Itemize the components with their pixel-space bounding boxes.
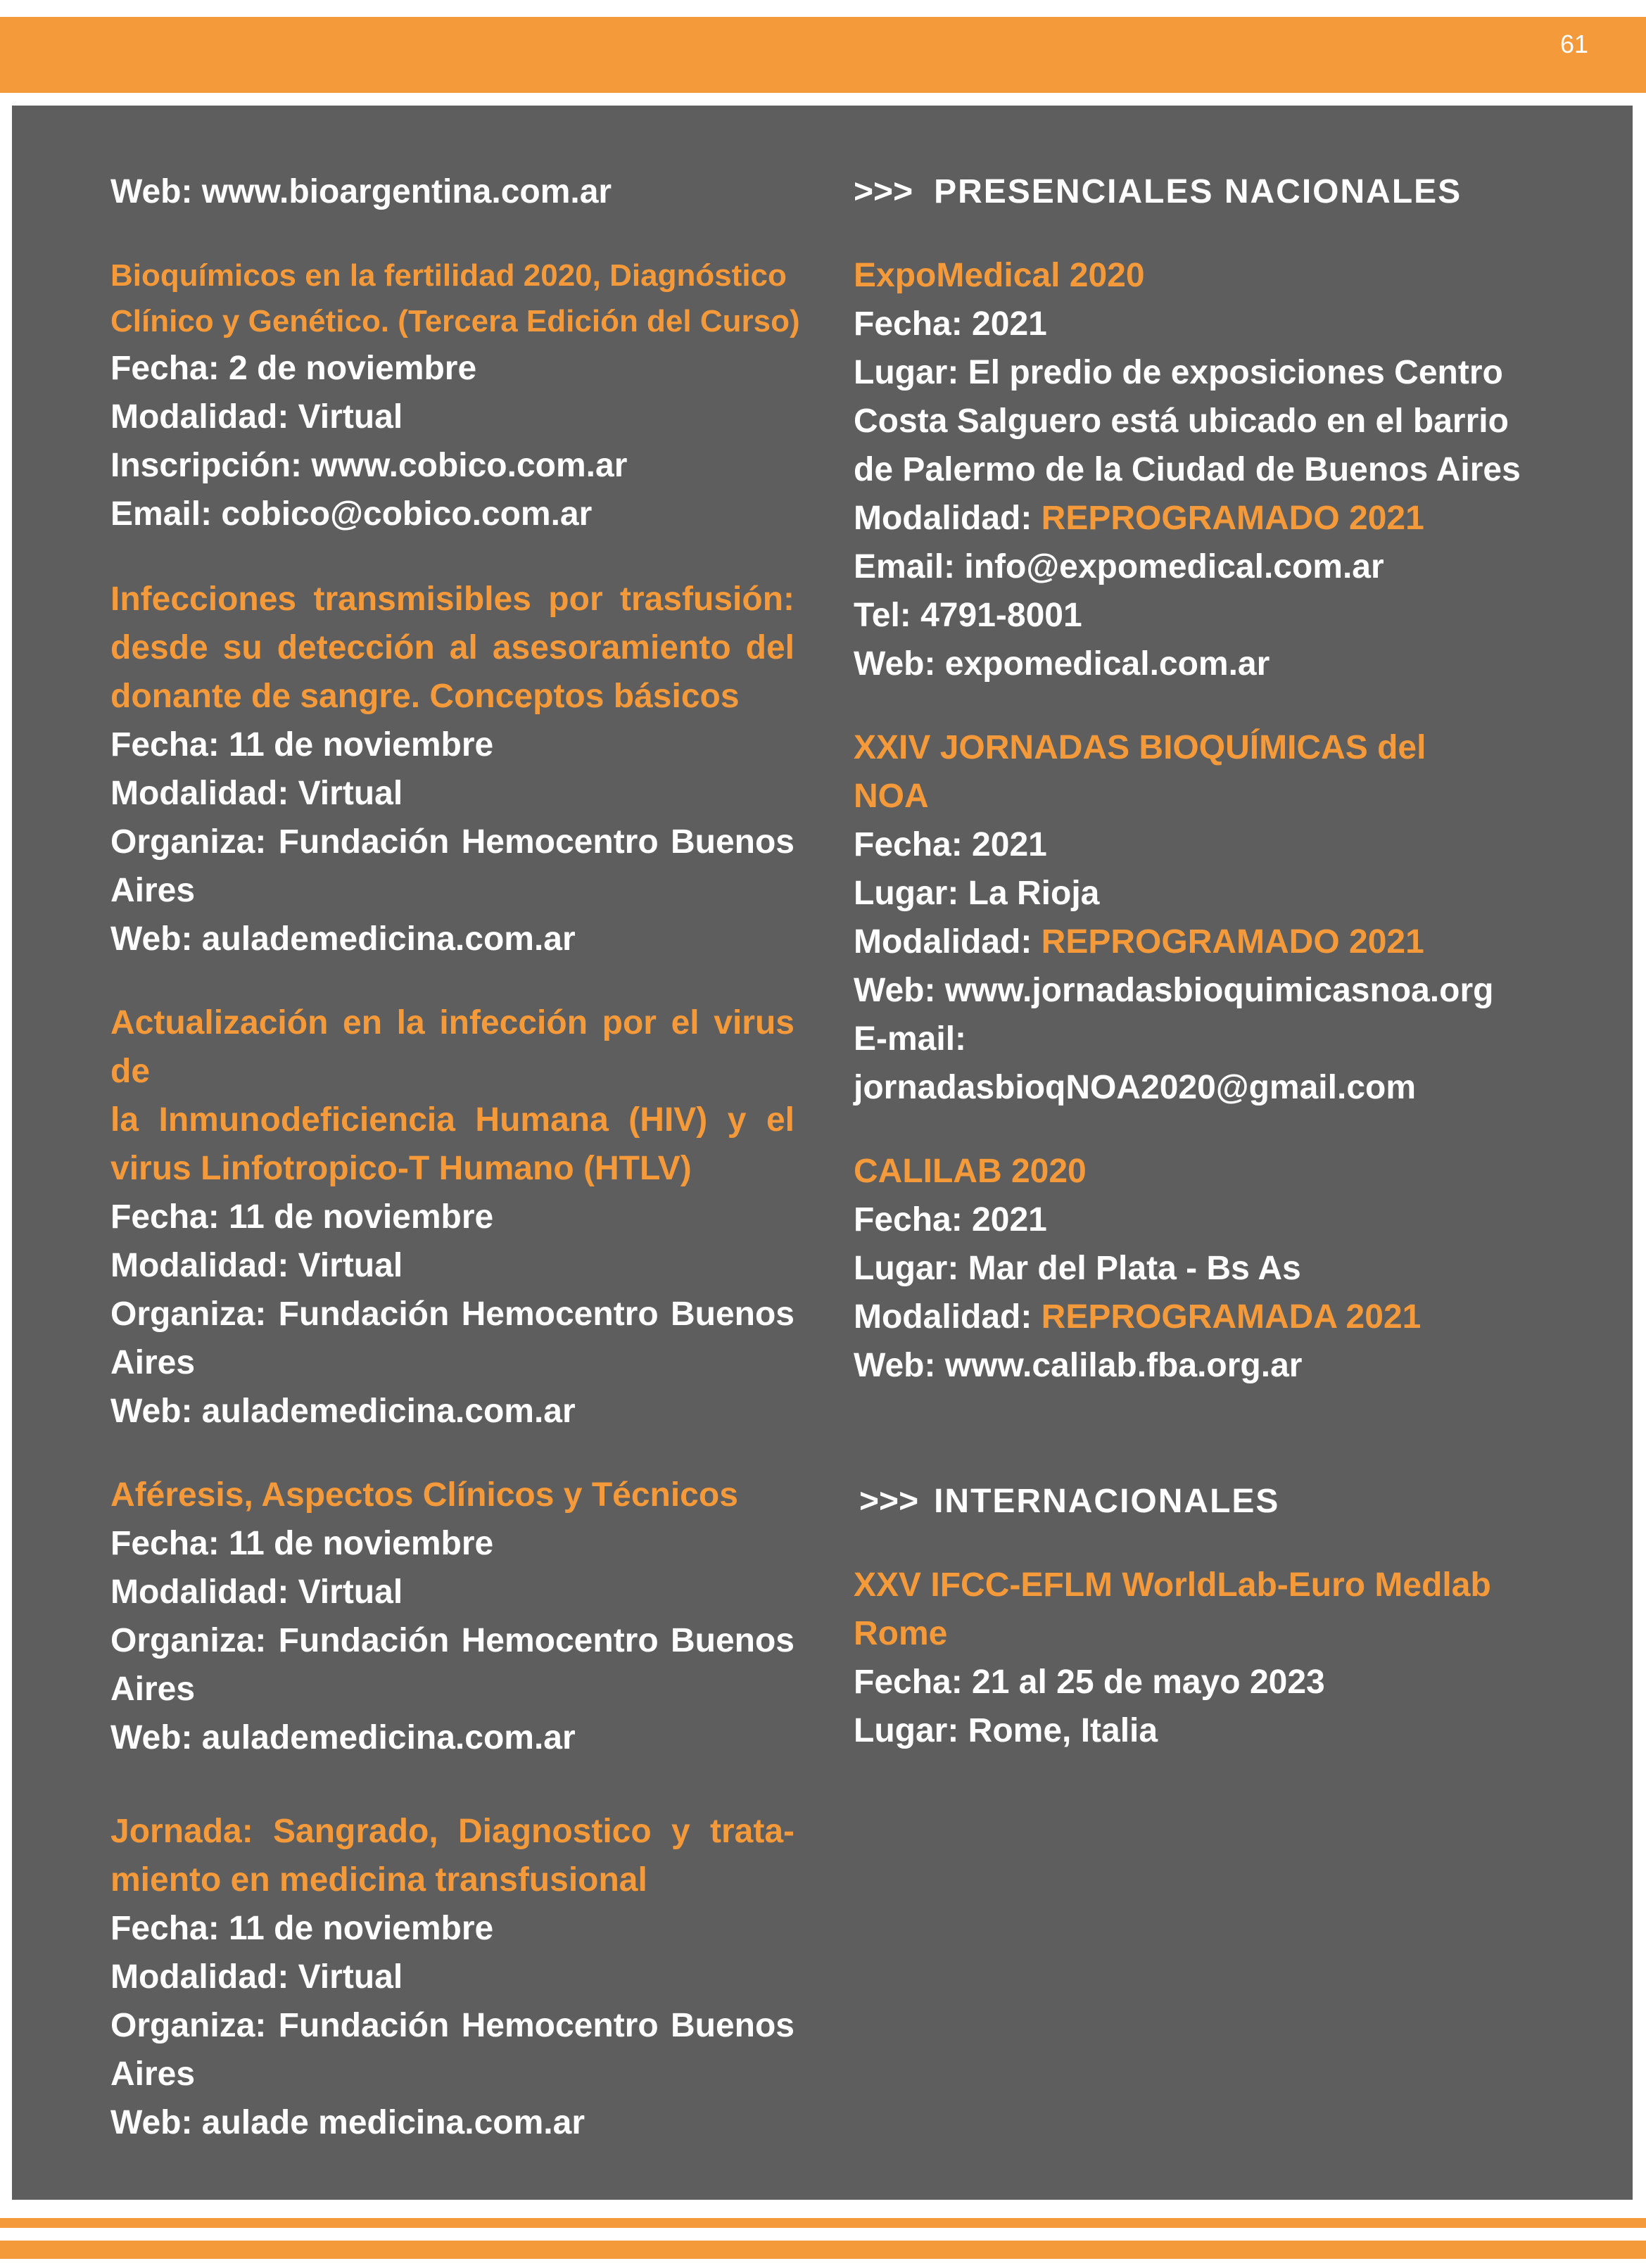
event-place-cont: de Palermo de la Ciudad de Buenos Aires xyxy=(854,451,1521,488)
modality-label: Modalidad: xyxy=(854,1298,1042,1336)
event-jornadas-noa xyxy=(854,723,1564,1112)
event-date: Fecha: 11 de noviembre xyxy=(110,1910,494,1947)
event-modality: Modalidad: Virtual xyxy=(110,775,403,812)
section-heading-presenciales xyxy=(854,167,1564,216)
event-title: desde su detección al asesoramiento del xyxy=(110,629,794,666)
event-title: miento en medicina transfusional xyxy=(110,1861,647,1899)
event-date: Fecha: 2021 xyxy=(854,826,1047,863)
event-place: Lugar: Mar del Plata - Bs As xyxy=(854,1250,1301,1287)
event-email: Email: info@expomedical.com.ar xyxy=(854,548,1384,585)
event-date: Fecha: 2021 xyxy=(854,1201,1047,1238)
left-column xyxy=(110,167,800,2147)
event-organizer: Organiza: Fundación Hemocentro Buenos xyxy=(110,1622,794,1659)
bioargentina-web: Web: www.bioargentina.com.ar xyxy=(110,173,612,210)
footer-stripe-bottom xyxy=(0,2241,1646,2259)
footer-stripe-top xyxy=(0,2218,1646,2228)
modality-value: REPROGRAMADO 2021 xyxy=(1041,500,1424,537)
event-email-label: E-mail: xyxy=(854,1020,967,1058)
event-organizer: Organiza: Fundación Hemocentro Buenos xyxy=(110,2007,794,2044)
event-modality xyxy=(854,1293,1564,1341)
triple-arrow-icon: >>> xyxy=(854,173,913,210)
modality-value: REPROGRAMADA 2021 xyxy=(1041,1298,1422,1336)
event-web: Web: aulademedicina.com.ar xyxy=(110,920,576,958)
modality-label: Modalidad: xyxy=(854,500,1042,537)
event-place: Lugar: La Rioja xyxy=(854,875,1100,912)
right-column xyxy=(854,167,1564,1755)
event-date: Fecha: 11 de noviembre xyxy=(110,1198,494,1236)
event-title: Actualización en la infección por el virus de xyxy=(110,1004,794,1090)
event-bioquimicos-fertilidad xyxy=(110,253,800,538)
event-place: Lugar: Rome, Italia xyxy=(854,1712,1158,1749)
event-date: Fecha: 2021 xyxy=(854,305,1047,343)
event-date: Fecha: 2 de noviembre xyxy=(110,350,477,387)
event-title: donante de sangre. Conceptos básicos xyxy=(110,678,740,715)
event-title: Rome xyxy=(854,1615,948,1652)
event-title: Bioquímicos en la fertilidad 2020, Diagnóstico xyxy=(110,258,787,293)
event-web: Web: aulademedicina.com.ar xyxy=(110,1393,576,1430)
event-date: Fecha: 11 de noviembre xyxy=(110,1525,494,1562)
event-email: jornadasbioqNOA2020@gmail.com xyxy=(854,1069,1417,1106)
event-web: Web: www.calilab.fba.org.ar xyxy=(854,1347,1303,1384)
event-worldlab-rome xyxy=(854,1561,1564,1755)
event-expomedical xyxy=(854,251,1564,688)
event-actualizacion-hiv xyxy=(110,999,794,1436)
event-date: Fecha: 21 al 25 de mayo 2023 xyxy=(854,1664,1325,1701)
event-organizer-cont: Aires xyxy=(110,872,196,909)
event-title: XXV IFCC-EFLM WorldLab-Euro Medlab xyxy=(854,1566,1491,1604)
page-number: 61 xyxy=(1559,30,1588,58)
event-modality: Modalidad: Virtual xyxy=(110,1958,403,1996)
event-title: Jornada: Sangrado, Diagnostico y trata- xyxy=(110,1813,794,1850)
event-organizer: Organiza: Fundación Hemocentro Buenos xyxy=(110,1295,794,1333)
event-web: Web: www.jornadasbioquimicasnoa.org xyxy=(854,972,1494,1009)
event-phone: Tel: 4791-8001 xyxy=(854,597,1082,634)
event-web: Web: expomedical.com.ar xyxy=(854,645,1270,683)
event-date: Fecha: 11 de noviembre xyxy=(110,726,494,764)
event-organizer-cont: Aires xyxy=(110,1344,196,1381)
modality-value: REPROGRAMADO 2021 xyxy=(1041,923,1424,961)
event-title: virus Linfotropico-T Humano (HTLV) xyxy=(110,1150,692,1187)
event-title: Aféresis, Aspectos Clínicos y Técnicos xyxy=(110,1476,738,1514)
section-heading-internacionales xyxy=(854,1477,1564,1526)
event-modality: Modalidad: Virtual xyxy=(110,398,403,436)
header-band xyxy=(0,17,1646,93)
modality-label: Modalidad: xyxy=(854,923,1042,961)
triple-arrow-icon: >>> xyxy=(859,1483,919,1520)
event-title: XXIV JORNADAS BIOQUÍMICAS del xyxy=(854,729,1426,766)
event-organizer: Organiza: Fundación Hemocentro Buenos xyxy=(110,823,794,861)
event-infecciones-trasfusion xyxy=(110,575,794,963)
event-modality: Modalidad: Virtual xyxy=(110,1573,403,1611)
event-modality xyxy=(854,918,1564,966)
event-web: Web: aulade medicina.com.ar xyxy=(110,2104,585,2141)
section-label: INTERNACIONALES xyxy=(934,1483,1280,1520)
event-jornada-sangrado xyxy=(110,1807,794,2147)
event-organizer-cont: Aires xyxy=(110,2055,196,2093)
event-title: ExpoMedical 2020 xyxy=(854,257,1145,294)
event-title: la Inmunodeficiencia Humana (HIV) y el xyxy=(110,1101,794,1139)
event-title: NOA xyxy=(854,778,929,815)
event-modality xyxy=(854,494,1564,543)
event-place: Lugar: El predio de exposiciones Centro xyxy=(854,354,1503,391)
event-registration: Inscripción: www.cobico.com.ar xyxy=(110,447,628,484)
section-label: PRESENCIALES NACIONALES xyxy=(934,173,1462,210)
event-title: Infecciones transmisibles por trasfusión: xyxy=(110,581,794,618)
event-title: CALILAB 2020 xyxy=(854,1153,1087,1190)
event-aferesis xyxy=(110,1471,794,1762)
event-calilab xyxy=(854,1147,1564,1390)
event-modality: Modalidad: Virtual xyxy=(110,1247,403,1284)
event-web: Web: aulademedicina.com.ar xyxy=(110,1719,576,1756)
event-organizer-cont: Aires xyxy=(110,1671,196,1708)
event-email: Email: cobico@cobico.com.ar xyxy=(110,495,593,533)
event-place-cont: Costa Salguero está ubicado en el barrio xyxy=(854,403,1509,440)
event-title: Clínico y Genético. (Tercera Edición del Curso) xyxy=(110,304,800,338)
